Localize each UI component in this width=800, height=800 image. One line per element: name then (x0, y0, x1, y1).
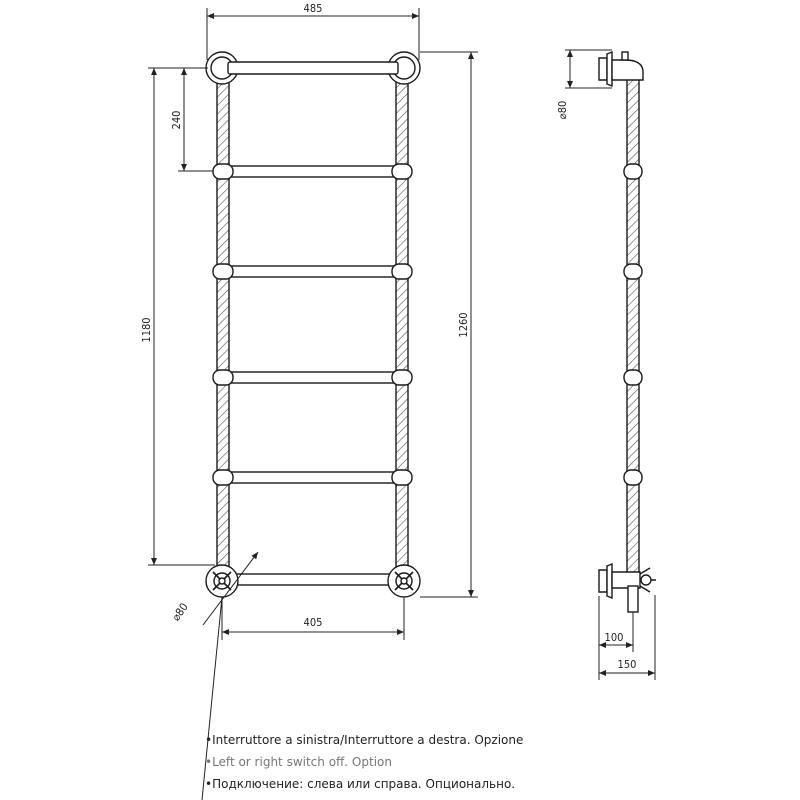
joints (213, 164, 412, 485)
note-italian: •Interruttore a sinistra/Interruttore a destra. Opzione (205, 733, 524, 747)
dim-bottom-width: 405 (303, 616, 323, 629)
left-post (217, 68, 229, 583)
bottom-rail (228, 574, 398, 585)
dim-side-depth-small: 100 (604, 631, 624, 644)
side-valve-body (628, 586, 638, 612)
side-view (599, 52, 656, 612)
dim-diameter-front: ⌀80 (169, 600, 191, 624)
dim-side-depth-large: 150 (617, 658, 637, 671)
dim-diameter-side: ⌀80 (556, 100, 569, 120)
top-wall-bracket (599, 58, 607, 80)
top-rail (228, 62, 398, 74)
bottom-right-valve (388, 565, 420, 597)
side-tube (627, 68, 639, 583)
dim-rung-spacing: 240 (170, 110, 183, 130)
front-dimensions (148, 8, 478, 800)
bottom-wall-bracket (599, 570, 607, 592)
rungs (228, 166, 398, 585)
dim-inner-height: 1180 (140, 317, 153, 343)
note-english: •Left or right switch off. Option (205, 755, 392, 769)
right-post (396, 68, 408, 583)
dim-total-height: 1260 (457, 312, 470, 338)
bottom-left-valve (206, 565, 238, 597)
front-view (206, 52, 420, 597)
dim-top-width: 485 (303, 2, 323, 15)
note-russian: •Подключение: слева или справа. Опционально. (205, 777, 516, 791)
